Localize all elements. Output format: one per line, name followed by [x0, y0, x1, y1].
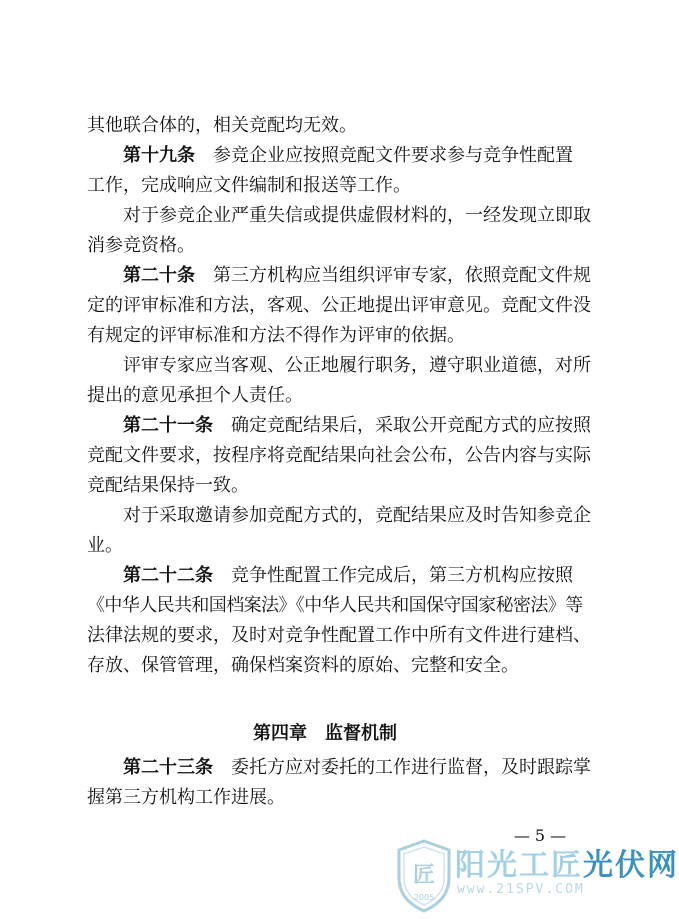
- shield-seal-icon: [395, 838, 453, 914]
- watermark-url: www.21SPV.COM: [457, 882, 585, 897]
- article-21-line: 第二十一条 确定竞配结果后，采取公开竞配方式的应按照: [123, 415, 591, 436]
- text-line: 工作，完成响应文件编制和报送等工作。: [87, 175, 411, 196]
- article-number: 第二十条: [123, 265, 195, 286]
- chapter-heading: 第四章 监督机制: [253, 723, 397, 744]
- text-line: 评审专家应当客观、公正地履行职务，遵守职业道德，对所: [87, 355, 591, 376]
- text-line: 竞配结果保持一致。: [87, 475, 249, 496]
- text-line: 其他联合体的，相关竞配均无效。: [87, 115, 357, 136]
- watermark-name: 阳光工匠光伏网: [455, 848, 679, 883]
- article-number: 第二十二条: [123, 565, 213, 586]
- article-number: 第二十一条: [123, 415, 213, 436]
- text-line: 对于参竞企业严重失信或提供虚假材料的，一经发现立即取: [87, 205, 591, 226]
- article-22-line: 第二十二条 竞争性配置工作完成后，第三方机构应按照: [123, 565, 573, 586]
- text-line: 定的评审标准和方法，客观、公正地提出评审意见。竞配文件没: [87, 295, 591, 316]
- text-line: 《中华人民共和国档案法》《中华人民共和国保守国家秘密法》等: [87, 595, 583, 616]
- text-line: 存放、保管管理，确保档案资料的原始、完整和安全。: [87, 655, 519, 676]
- svg-text:2005: 2005: [413, 893, 435, 902]
- text-line: 法律法规的要求，及时对竞争性配置工作中所有文件进行建档、: [87, 625, 591, 646]
- text-line: 握第三方机构工作进展。: [87, 787, 285, 808]
- svg-text:匠: 匠: [412, 863, 436, 888]
- watermark-logo: [395, 838, 679, 916]
- article-20-line: 第二十条 第三方机构应当组织评审专家，依照竞配文件规: [123, 265, 591, 286]
- text-line: 业。: [87, 535, 123, 556]
- article-number: 第二十三条: [123, 757, 213, 778]
- text-line: 竞配文件要求，按程序将竞配结果向社会公布，公告内容与实际: [87, 445, 591, 466]
- text-line: 有规定的评审标准和方法不得作为评审的依据。: [87, 325, 465, 346]
- article-number: 第十九条: [123, 145, 195, 166]
- text-line: 对于采取邀请参加竞配方式的，竞配结果应及时告知参竞企: [87, 505, 591, 526]
- text-line: 提出的意见承担个人责任。: [87, 385, 303, 406]
- text-line: 消参竞资格。: [87, 235, 195, 256]
- article-23-line: 第二十三条 委托方应对委托的工作进行监督，及时跟踪掌: [123, 757, 591, 778]
- page-number: — 5 —: [513, 826, 567, 845]
- article-19-line: 第十九条 参竞企业应按照竞配文件要求参与竞争性配置: [123, 145, 573, 166]
